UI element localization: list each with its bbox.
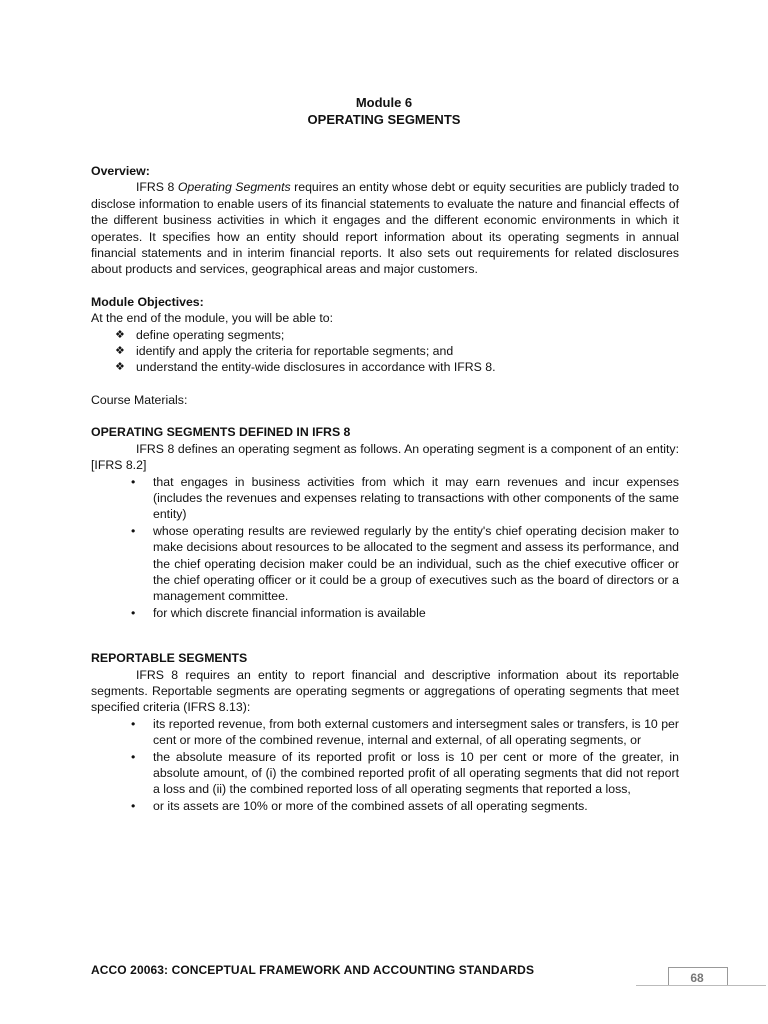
module-title: OPERATING SEGMENTS — [307, 112, 461, 127]
footer-course-title: ACCO 20063: CONCEPTUAL FRAMEWORK AND ACCOUNTING STANDARDS — [91, 963, 535, 977]
overview-text: requires an entity whose debt or equity securities are publicly traded to disclose information to enable users of its financial statements to evaluate the nature and financial effects of the different business activities in which it engages and the different economic environments in which it operates. It specifies how an entity should report information about its operating segments in annual financial statements and in interim financial reports. It also sets out requirements for related disclosures about products and services, geographical areas and major customers. — [91, 180, 679, 277]
list-item — [91, 605, 679, 621]
criterion-text: its reported revenue, from both external customers and intersegment sales or transfers, is 10 per cent or more of the combined revenue, internal and external, of all operating segments, or — [153, 716, 679, 748]
defined-intro: IFRS 8 defines an operating segment as follows. An operating segment is a component of an entity: [IFRS 8.2] — [91, 441, 679, 473]
module-number: Module 6 — [355, 95, 413, 110]
course-materials-label: Course Materials: — [91, 392, 188, 407]
overview-heading: Overview: — [91, 164, 150, 178]
bullet-icon: • — [131, 798, 136, 813]
overview-standard-name: Operating Segments — [177, 180, 291, 195]
list-item — [91, 474, 679, 523]
criterion-text: the absolute measure of its reported profit or loss is 10 per cent or more of the greater, in absolute amount, of (i) the combined reported profit of all operating segments that did not report a loss and (ii) the combined reported loss of all operating segments that reported a loss, — [153, 749, 679, 797]
footer-divider — [636, 985, 766, 986]
main-content — [91, 163, 679, 814]
module-title-block — [0, 94, 768, 128]
list-item — [91, 749, 679, 798]
bullet-icon: • — [131, 523, 136, 538]
defined-heading: OPERATING SEGMENTS DEFINED IN IFRS 8 — [91, 425, 351, 440]
objective-text: identify and apply the criteria for reportable segments; and — [136, 344, 454, 359]
definition-text: whose operating results are reviewed regularly by the entity's chief operating decision maker to make decisions about resources to be allocated to the segment and assess its performance, and the chief operating decision maker could be an individual, such as the chief executive officer or the chief operating officer or it could be a group of executives such as the board of directors or a management committee. — [153, 523, 679, 604]
criterion-text: or its assets are 10% or more of the combined assets of all operating segments. — [153, 798, 588, 813]
reportable-intro: IFRS 8 requires an entity to report financial and descriptive information about its reportable segments. Reportable segments are operating segments or aggregations of operating segments that meet specified criteria (IFRS 8.13): — [91, 667, 679, 715]
objectives-list — [91, 327, 679, 376]
objective-text: define operating segments; — [136, 327, 285, 342]
bullet-icon: • — [131, 474, 136, 489]
list-item — [91, 716, 679, 749]
objectives-intro: At the end of the module, you will be able to: — [91, 311, 333, 326]
objectives-heading: Module Objectives: — [91, 294, 204, 309]
objective-text: understand the entity-wide disclosures in accordance with IFRS 8. — [136, 360, 496, 375]
page-number: 68 — [690, 971, 704, 985]
bullet-icon: • — [131, 716, 136, 731]
definition-text: that engages in business activities from which it may earn revenues and incur expenses (includes the revenues and expenses relating to transactions with other components of the same entity) — [153, 474, 679, 522]
list-item — [91, 523, 679, 605]
defined-list — [91, 474, 679, 622]
list-item — [91, 798, 679, 814]
list-item — [91, 359, 679, 375]
overview-prefix: IFRS 8 — [136, 180, 178, 195]
reportable-list — [91, 716, 679, 814]
diamond-bullet-icon: ❖ — [115, 328, 125, 341]
list-item — [91, 343, 679, 359]
overview-paragraph — [91, 179, 679, 277]
diamond-bullet-icon: ❖ — [115, 361, 125, 374]
reportable-heading: REPORTABLE SEGMENTS — [91, 651, 248, 666]
list-item — [91, 327, 679, 343]
bullet-icon: • — [131, 605, 136, 620]
diamond-bullet-icon: ❖ — [115, 345, 125, 358]
definition-text: for which discrete financial information is available — [153, 605, 426, 620]
bullet-icon: • — [131, 749, 136, 764]
